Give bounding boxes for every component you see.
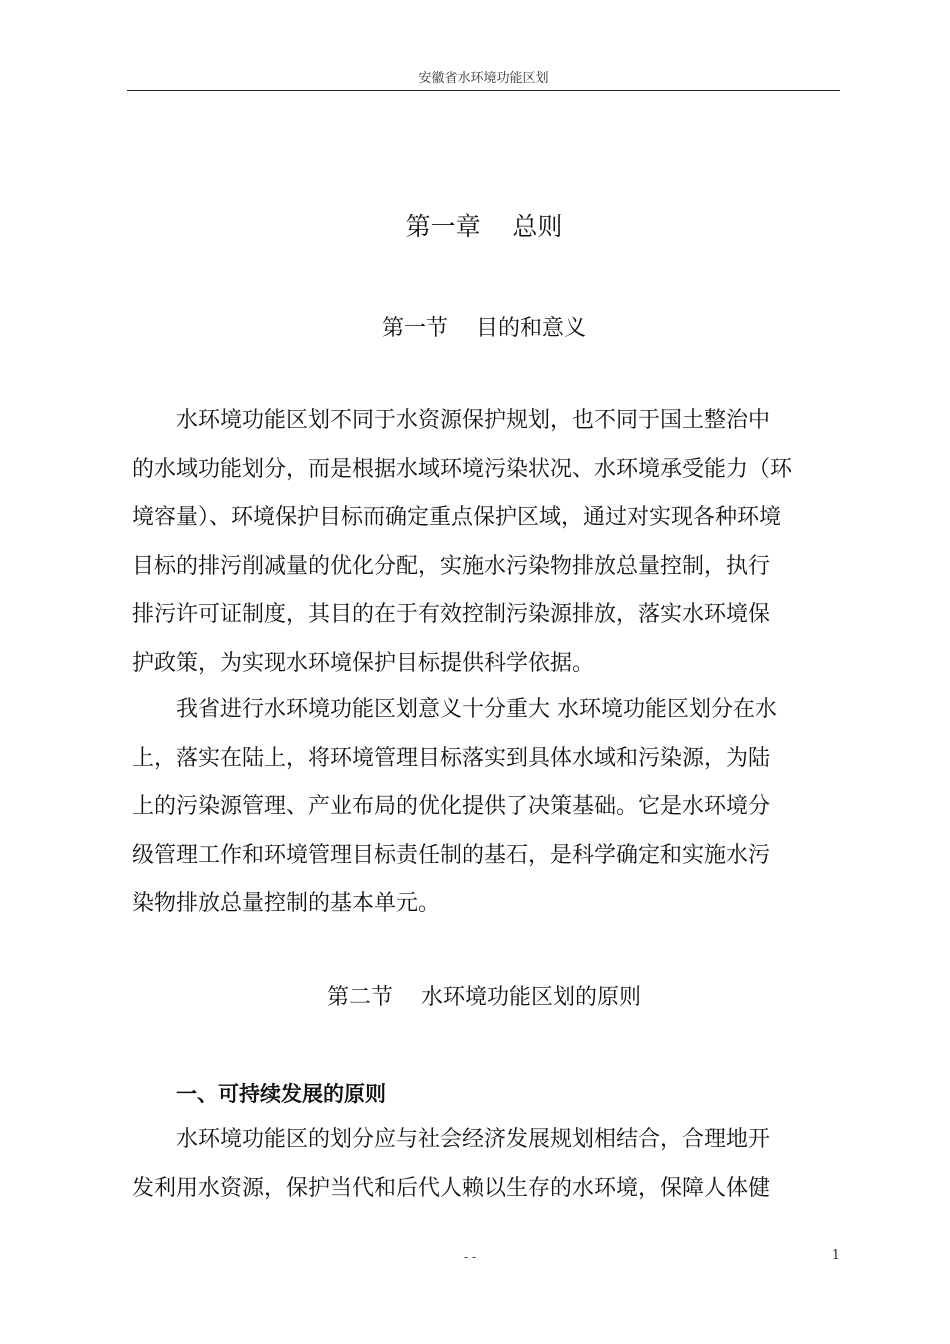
text-line: 发利用水资源，保护当代和后代人赖以生存的水环境，保障人体健: [132, 1175, 771, 1201]
text-line: 水环境功能区的划分应与社会经济发展规划相结合，合理地开: [176, 1127, 771, 1152]
paragraph-purpose: [132, 397, 838, 688]
text-line: 护政策，为实现水环境保护目标提供科学依据。: [132, 650, 595, 676]
paragraph-sustainable: [132, 1116, 838, 1213]
text-line: 的水域功能划分，而是根据水域环境污染状况、水环境承受能力（环: [132, 456, 793, 482]
text-line: 水环境功能区划不同于水资源保护规划，也不同于国土整治中: [176, 408, 771, 433]
text-line: 染物排放总量控制的基本单元。: [132, 891, 441, 916]
page-header: [127, 68, 840, 91]
text-line: 上，落实在陆上，将环境管理目标落实到具体水域和污染源，为陆: [132, 745, 771, 771]
text-line: 级管理工作和环境管理目标责任制的基石，是科学确定和实施水污: [132, 842, 771, 868]
text-line: 上的污染源管理、产业布局的优化提供了决策基础。它是水环境分: [132, 794, 771, 819]
footer-mark: - -: [464, 1250, 476, 1264]
section-title-principles: 第二节 水环境功能区划的原则: [327, 985, 641, 1010]
page-number: 1: [831, 1248, 840, 1263]
header-title: 安徽省水环境功能区划: [418, 71, 549, 86]
text-line: 目标的排污削减量的优化分配，实施水污染物排放总量控制，执行: [132, 553, 771, 579]
subheading-sustainable-development: 一、可持续发展的原则: [176, 1082, 386, 1106]
section-title-purpose: 第一节 目的和意义: [382, 316, 586, 341]
paragraph-significance: [132, 686, 838, 929]
text-line: 境容量）、环境保护目标而确定重点保护区域，通过对实现各种环境: [132, 505, 782, 530]
text-line: 排污许可证制度，其目的在于有效控制污染源排放，落实水环境保: [132, 602, 771, 627]
text-line: 我省进行水环境功能区划意义十分重大 水环境功能区划分在水: [176, 697, 777, 722]
chapter-title: 第一章 总则: [405, 212, 563, 241]
